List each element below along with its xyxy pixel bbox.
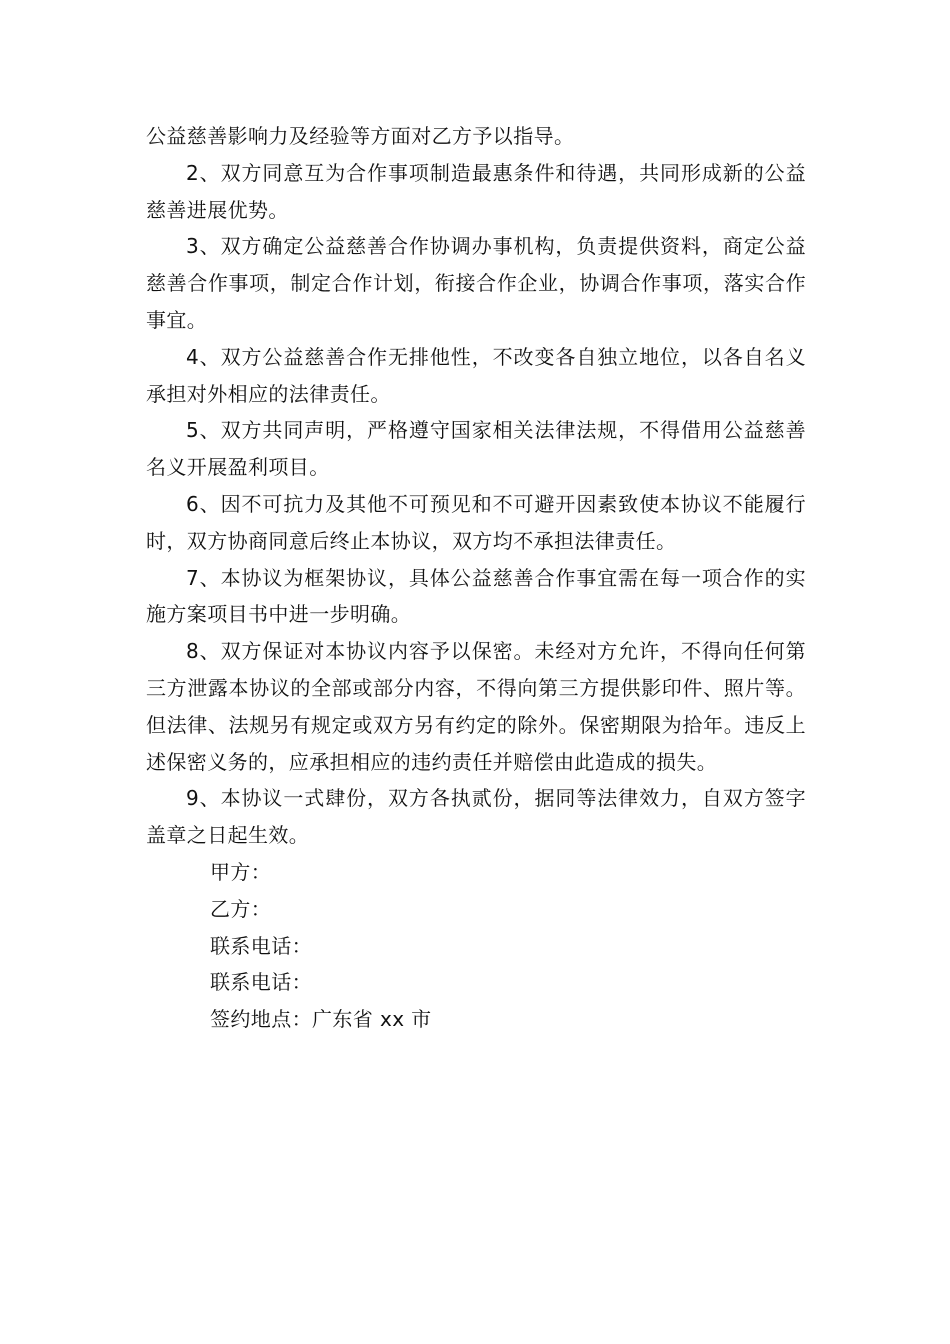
contact-phone-2: 联系电话： (210, 970, 312, 995)
paragraph-continued: 公益慈善影响力及经验等方面对乙方予以指导。 (146, 124, 575, 148)
clause-2: 2、双方同意互为合作事项制造最惠条件和待遇，共同形成新的公益慈善进展优势。 (146, 160, 806, 222)
clause-7: 7、本协议为框架协议，具体公益慈善合作事宜需在每一项合作的实施方案项目书中进一步明确。 (146, 565, 806, 627)
signature-party-a: 甲方： (210, 859, 272, 884)
clause-3: 3、双方确定公益慈善合作协调办事机构，负责提供资料，商定公益慈善合作事项，制定合作计划，衔接合作企业，协调合作事项，落实合作事宜。 (146, 234, 806, 332)
clause-8: 8、双方保证对本协议内容予以保密。未经对方允许，不得向任何第三方泄露本协议的全部或部分内容，不得向第三方提供影印件、照片等。但法律、法规另有规定或双方另有约定的除外。保密期限为拾年。违反上述保密义务的，应承担相应的违约责任并赔偿由此造成的损失。 (146, 639, 806, 774)
contact-phone-1: 联系电话： (210, 933, 312, 958)
clause-4: 4、双方公益慈善合作无排他性，不改变各自独立地位，以各自名义承担对外相应的法律责任。 (146, 344, 806, 406)
clause-5: 5、双方共同声明，严格遵守国家相关法律法规，不得借用公益慈善名义开展盈利项目。 (146, 418, 806, 480)
signing-location: 签约地点：广东省 xx 市 (210, 1007, 432, 1032)
document-body (146, 118, 806, 1038)
clause-9: 9、本协议一式肆份，双方各执贰份，据同等法律效力，自双方签字盖章之日起生效。 (146, 786, 806, 848)
clause-6: 6、因不可抗力及其他不可预见和不可避开因素致使本协议不能履行时，双方协商同意后终止本协议，双方均不承担法律责任。 (146, 491, 806, 553)
signature-party-b: 乙方： (210, 896, 272, 921)
